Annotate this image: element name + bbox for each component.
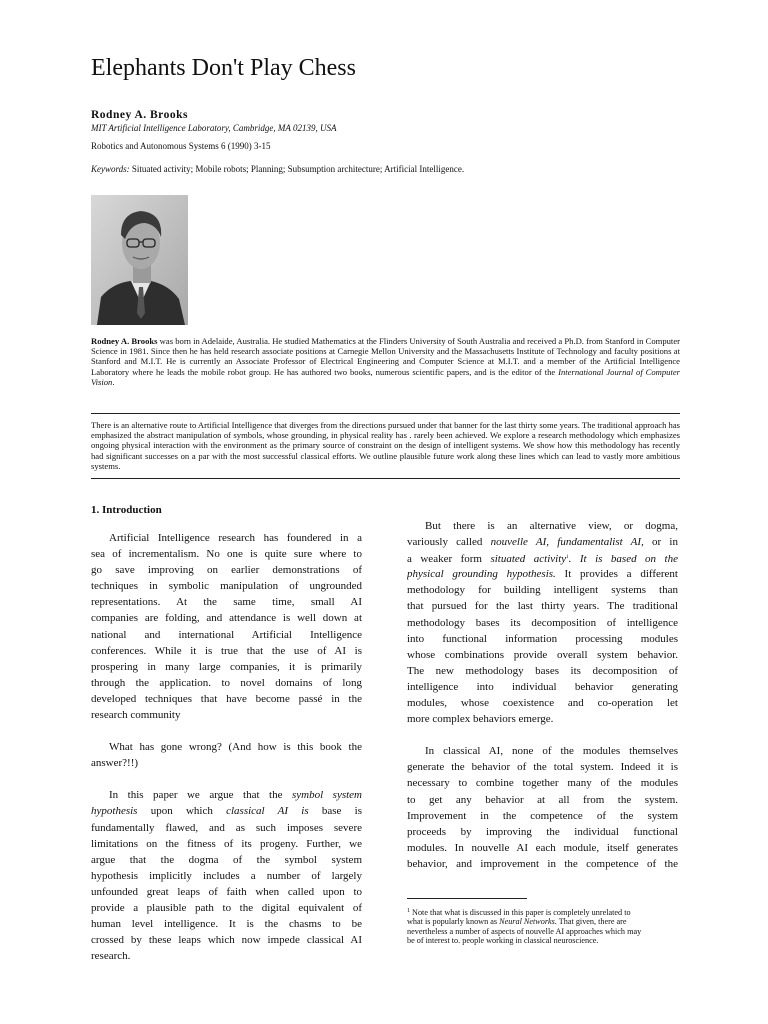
text-line: In classical AI, none of the modules themselves: [425, 745, 678, 758]
text-line: necessary to combine together many of the modules: [407, 777, 678, 790]
right-paragraph-1: [407, 518, 678, 727]
footnote-emphasis: Neural Networks.: [499, 917, 557, 927]
right-paragraph-2: [407, 743, 678, 872]
abstract-top-rule: [91, 413, 680, 414]
author-photo: [91, 195, 188, 325]
bio-text: was born in Adelaide, Australia. He studied Mathematics at the Flinders University of South Australia and received a Ph.D. from Stanford in Computer Science in 1981. Since then he has held research associate positions at Carnegie Mellon University and the Massachusetts Institute of Technology and faculty positions at Stanford and M.I.T. He is currently an Associate Professor of Electrical Engineering and Computer Science at M.I.T. and a member of the Artificial Intelligence Laboratory where he leads the mobile robot group. He has authored two books, numerous scientific papers, and is the editor of the: [91, 336, 680, 377]
text-line: Artificial Intelligence research has foundered in a: [109, 532, 362, 544]
footnote-marker: 1: [407, 908, 410, 914]
text-line: research community: [91, 709, 181, 722]
author-portrait-image: [91, 195, 188, 325]
text-line: intelligence into individual behavior generating: [407, 680, 678, 693]
text-line: a weaker form situated activity$^1$. It is based on the: [407, 553, 678, 566]
author-biography: [91, 336, 680, 387]
keywords-text: Situated activity; Mobile robots; Planning; Subsumption architecture; Artificial Intelligence.: [129, 164, 465, 174]
text-line: representations. At the same time, small AI: [91, 596, 362, 609]
text-line: sea of incrementalism. No one is quite sure where to: [91, 548, 362, 561]
text-line: research.: [91, 950, 131, 963]
text-line: methodology for building intelligent systems than: [407, 584, 678, 597]
text-line: national and international Artificial Intelligence: [91, 628, 362, 641]
text-line: unfounded great leaps of faith when called upon to: [91, 885, 362, 898]
footnote-ref: 1: [566, 555, 569, 561]
text-line: provide a plausible path to the digital equivalent of: [91, 901, 362, 914]
author-name: Rodney A. Brooks: [91, 109, 188, 121]
text-line: companies are folding, and attendance is well down at: [91, 612, 362, 625]
text-line: hypothesis upon which classical AI is base is: [91, 805, 362, 818]
text-line: Improvement in the competence of the system: [407, 809, 678, 822]
text-line: go save improving on earlier demonstrations of: [91, 564, 362, 577]
abstract-bottom-rule: [91, 478, 680, 479]
text-line: developed techniques that have become passé in the: [91, 692, 362, 705]
left-column: [91, 530, 362, 964]
text-line: In this paper we argue that the symbol system: [109, 789, 362, 802]
right-column: [407, 518, 678, 872]
text-line: limitations on the fitness of its progeny. Further, we: [91, 837, 362, 850]
text-line: answer?!!): [91, 757, 139, 770]
left-paragraph-3: [91, 787, 362, 964]
text-line: modules. In nouvelle AI each module, itself generates: [407, 841, 678, 854]
text-line: proceeds by improving the individual functional: [407, 825, 678, 838]
text-line: prospering in many large companies, it is primarily: [91, 660, 362, 673]
text-line: hypothesis implicitly includes a number of largely: [91, 869, 362, 882]
keywords-label: Keywords:: [91, 164, 130, 174]
text-line: conferences. While it is true that the use of AI is: [91, 644, 362, 657]
journal-reference: Robotics and Autonomous Systems 6 (1990) 3-15: [91, 141, 271, 151]
text-line: What has gone wrong? (And how is this book the: [109, 741, 362, 754]
bio-author-name: Rodney A. Brooks: [91, 336, 158, 346]
text-line: variously called nouvelle AI, fundamentalist AI, or in: [407, 536, 678, 549]
paper-title: Elephants Don't Play Chess: [91, 55, 356, 81]
keywords-line: [91, 164, 464, 174]
text-line: fundamentally flawed, and as such imposes severe: [91, 821, 362, 834]
text-line: physical grounding hypothesis. It provides a different: [407, 568, 678, 581]
text-line: techniques in symbolic manipulation of ungrounded: [91, 580, 362, 593]
footnote-text: Note that what is discussed in this paper is completely unrelated to what is popularly known as: [407, 908, 631, 927]
text-line: through the application. to novel domains of long: [91, 676, 362, 689]
text-line: But there is an alternative view, or dogma,: [425, 520, 678, 532]
text-line: into functional information processing modules: [407, 632, 678, 645]
abstract: There is an alternative route to Artificial Intelligence that diverges from the directions pursued under that banner for the last thirty some years. The traditional approach has emphasized the abstract manipulation of symbols, whose grounding, in physical reality has . rarely been achieved. We explore a research methodology which emphasizes ongoing physical interaction with the environment as the primary source of constraint on the design of intelligent systems. We show how this methodology has recently had significant successes on a par with the most successful classical efforts. We outline plausible future work along these lines which can lead to vastly more ambitious systems.: [91, 420, 680, 471]
footnote-rule: [407, 898, 527, 899]
text-line: crossed by these leaps which now impede classical AI: [91, 934, 362, 947]
text-line: that pursued for the last thirty years. The traditional: [407, 600, 678, 613]
bio-journal-name: International Journal of Computer Vision: [91, 366, 680, 387]
text-line: methodology bases its decomposition of intelligence: [407, 616, 678, 629]
text-line: human level intelligence. It is the chasms to be: [91, 918, 362, 931]
text-line: modules, whose coexistence and co-operation let: [407, 697, 678, 710]
text-line: argue that the dogma of the symbol system: [91, 853, 362, 866]
text-line: to get any behavior at all from the system.: [407, 793, 678, 806]
text-line: whose combinations provide overall system behavior.: [407, 648, 678, 661]
text-line: more complex behaviors emerge.: [407, 713, 554, 726]
section-heading: 1. Introduction: [91, 504, 162, 516]
text-line: generate the behavior of the total system. Indeed it is: [407, 761, 678, 774]
text-line: The new methodology bases its decomposition of: [407, 664, 678, 677]
left-paragraph-1: [91, 530, 362, 723]
footnote: [407, 907, 647, 945]
bio-text-end: .: [112, 376, 115, 387]
author-affiliation: MIT Artificial Intelligence Laboratory, Cambridge, MA 02139, USA: [91, 123, 337, 133]
footnote-text-end: That given, there are nevertheless a number of aspects of nouvelle AI approaches which may be of interest to. people working in classical neuroscience.: [407, 917, 642, 945]
left-paragraph-2: [91, 739, 362, 771]
text-line: behavior, and improvement in the competence of the: [407, 857, 678, 870]
